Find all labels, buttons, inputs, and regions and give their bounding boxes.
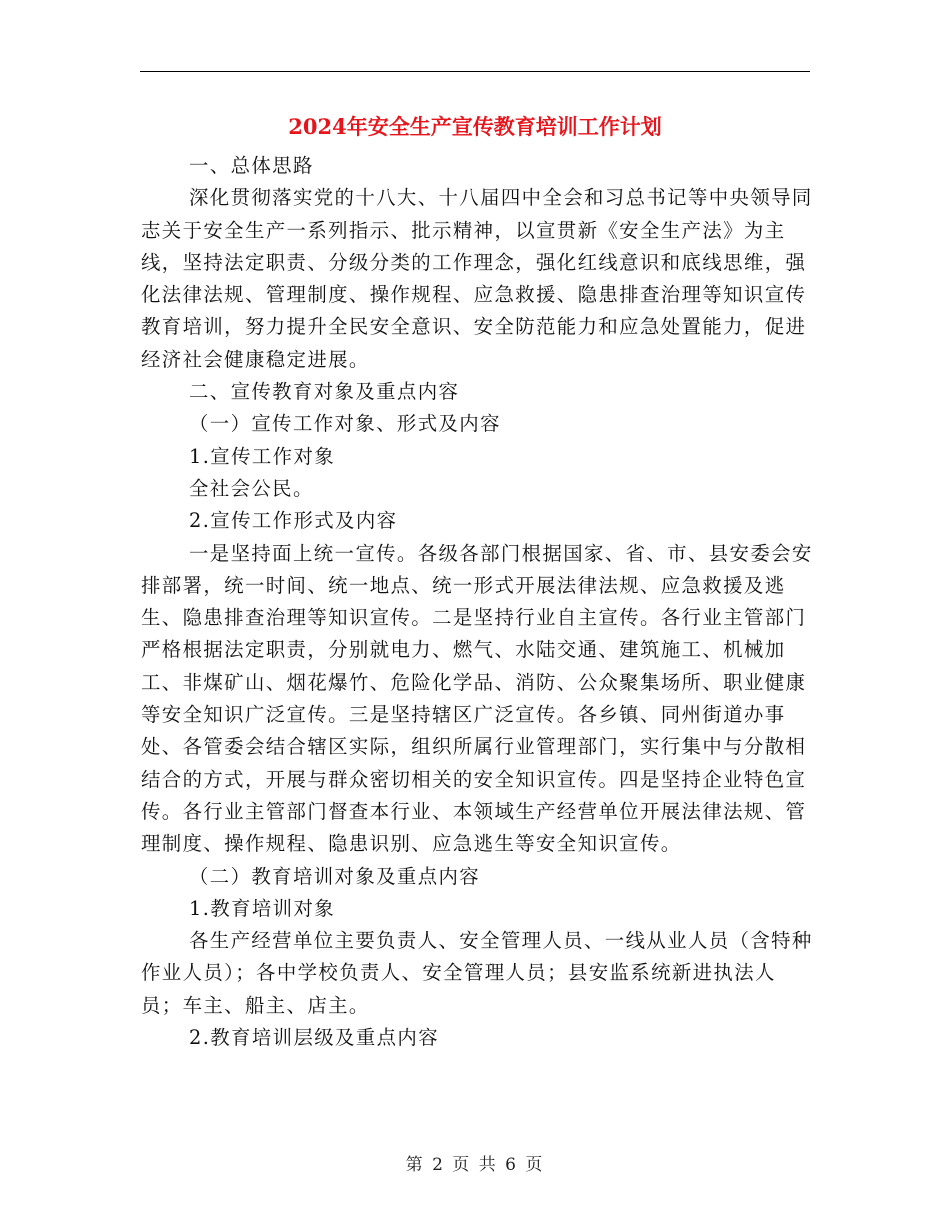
- item-heading-training-levels: 2.教育培训层级及重点内容: [189, 1026, 439, 1050]
- document-title: 2024年安全生产宣传教育培训工作计划: [288, 114, 662, 139]
- section-heading-targets: 二、宣传教育对象及重点内容: [189, 380, 460, 404]
- paragraph-training-targets: 各生产经营单位主要负责人、安全管理人员、一线从业人员（含特种作业人员）；各中学校负责人、安全管理人员；县安监系统新进执法人员；车主、船主、店主。: [141, 929, 813, 1017]
- header-rule: [140, 71, 810, 72]
- item-heading-publicity-forms: 2.宣传工作形式及内容: [189, 509, 398, 533]
- page-number: 第 2 页 共 6 页: [405, 1155, 545, 1175]
- item-heading-training-targets: 1.教育培训对象: [189, 896, 336, 920]
- document-body: [141, 150, 813, 1054]
- paragraph-publicity-targets: 全社会公民。: [189, 476, 314, 500]
- section-heading-overall: 一、总体思路: [189, 154, 314, 177]
- page-footer: [0, 1152, 950, 1178]
- subsection-heading-publicity: （一）宣传工作对象、形式及内容: [189, 412, 501, 436]
- item-heading-publicity-targets: 1.宣传工作对象: [189, 444, 336, 468]
- subsection-heading-training: （二）教育培训对象及重点内容: [189, 864, 481, 888]
- paragraph-overall-idea: 深化贯彻落实党的十八大、十八届四中全会和习总书记等中央领导同志关于安全生产一系列指示、批示精神，以宣贯新《安全生产法》为主线，坚持法定职责、分级分类的工作理念，强化红线意识和底线思维，强化法律法规、管理制度、操作规程、应急救援、隐患排查治理等知识宣传教育培训，努力提升全民安全意识、安全防范能力和应急处置能力，促进经济社会健康稳定进展。: [141, 186, 813, 371]
- paragraph-publicity-forms: 一是坚持面上统一宣传。各级各部门根据国家、省、市、县安委会安排部署，统一时间、统一地点、统一形式开展法律法规、应急救援及逃生、隐患排查治理等知识宣传。二是坚持行业自主宣传。各行业主管部门严格根据法定职责，分别就电力、燃气、水陆交通、建筑施工、机械加工、非煤矿山、烟花爆竹、危险化学品、消防、公众聚集场所、职业健康等安全知识广泛宣传。三是坚持辖区广泛宣传。各乡镇、同州街道办事处、各管委会结合辖区实际，组织所属行业管理部门，实行集中与分散相结合的方式，开展与群众密切相关的安全知识宣传。四是坚持企业特色宣传。各行业主管部门督查本行业、本领域生产经营单位开展法律法规、管理制度、操作规程、隐患识别、应急逃生等安全知识宣传。: [141, 541, 813, 856]
